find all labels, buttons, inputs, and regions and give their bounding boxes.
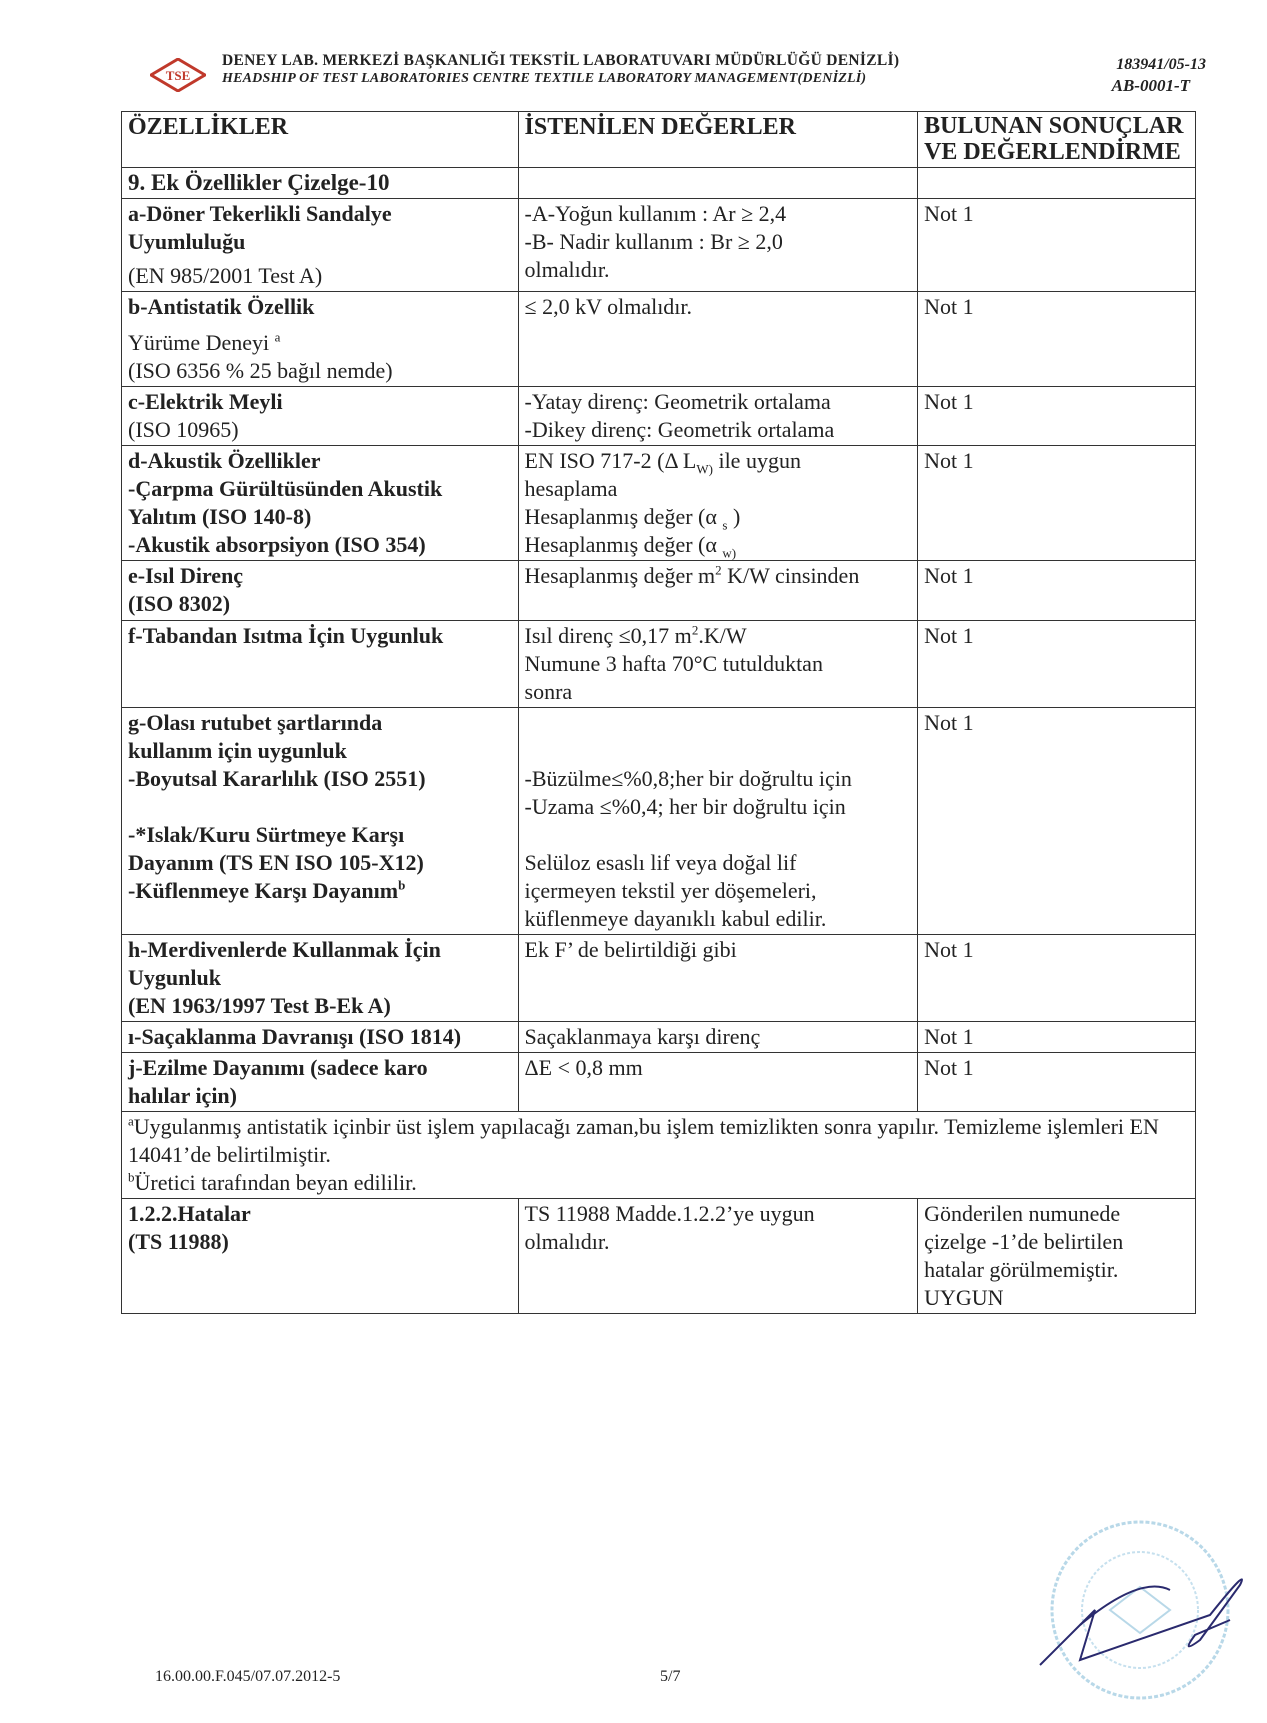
- property-cell: g-Olası rutubet şartlarında kullanım için uygunluk -Boyutsal Kararlılık (ISO 2551) -*Islak/Kuru Sürtmeye Karşı Dayanım (TS EN ISO 105-X12) -Küflenmeye Karşı Dayanım$^b$: [122, 708, 519, 935]
- footnotes-row: [122, 1112, 1196, 1199]
- table-row: [122, 1053, 1196, 1112]
- result-cell: Not 1: [918, 621, 1196, 708]
- required-cell: Isıl direnç ≤0,17 $m^2.K/W$ Numune 3 hafta 70°C tutulduktan sonra: [518, 621, 918, 708]
- result-cell: Gönderilen numunede çizelge -1’de belirtilen hatalar görülmemiştir. UYGUN: [918, 1199, 1196, 1314]
- property-cell: c-Elektrik Meyli (ISO 10965): [122, 387, 519, 446]
- header-title-tr: DENEY LAB. MERKEZİ BAŞKANLIĞI TEKSTİL LABORATUVARI MÜDÜRLÜĞÜ DENİZLİ): [222, 52, 900, 69]
- result-cell: Not 1: [918, 199, 1196, 292]
- properties-table: [121, 111, 1196, 1314]
- required-cell: Hesaplanmış değer $m^2$ K/W cinsinden: [518, 561, 918, 621]
- page-number: 5/7: [660, 1668, 681, 1685]
- table-row: [122, 1022, 1196, 1053]
- tse-logo-icon: [150, 58, 206, 92]
- table-row: [122, 199, 1196, 292]
- result-cell: Not 1: [918, 446, 1196, 561]
- section-row: [122, 168, 1196, 199]
- result-cell: Not 1: [918, 1022, 1196, 1053]
- document-header: [150, 50, 1210, 100]
- required-cell: EN ISO 717-2 (Δ $L_{W)}$ ile uygun hesaplama Hesaplanmış değer (α $_s$ ) Hesaplanmış değer (α $_{w)}$: [518, 446, 918, 561]
- column-header-required-values: İSTENİLEN DEĞERLER: [518, 112, 918, 168]
- svg-text:TSE: TSE: [165, 68, 191, 83]
- required-cell: -Yatay direnç: Geometrik ortalama -Dikey direnç: Geometrik ortalama: [518, 387, 918, 446]
- section-title: 9. Ek Özellikler Çizelge-10: [122, 168, 519, 199]
- table-row: [122, 708, 1196, 935]
- table-row: [122, 621, 1196, 708]
- official-stamp-icon: [1020, 1505, 1250, 1715]
- result-cell: Not 1: [918, 292, 1196, 387]
- table-header-row: [122, 112, 1196, 168]
- header-title-en: HEADSHIP OF TEST LABORATORIES CENTRE TEXTILE LABORATORY MANAGEMENT(DENİZLİ): [222, 71, 867, 86]
- result-cell: Not 1: [918, 1053, 1196, 1112]
- document-code: AB-0001-T: [1111, 76, 1190, 95]
- result-cell: Not 1: [918, 561, 1196, 621]
- table-row: [122, 292, 1196, 387]
- property-cell: b-Antistatik Özellik Yürüme Deneyi $^a$ (ISO 6356 % 25 bağıl nemde): [122, 292, 519, 387]
- form-code: 16.00.00.F.045/07.07.2012-5: [155, 1668, 341, 1685]
- property-cell: j-Ezilme Dayanımı (sadece karo halılar için): [122, 1053, 519, 1112]
- required-cell: Ek F’ de belirtildiği gibi: [518, 935, 918, 1022]
- property-cell: f-Tabandan Isıtma İçin Uygunluk: [122, 621, 519, 708]
- required-cell: TS 11988 Madde.1.2.2’ye uygun olmalıdır.: [518, 1199, 918, 1314]
- table-row: [122, 387, 1196, 446]
- result-cell: Not 1: [918, 935, 1196, 1022]
- result-cell: Not 1: [918, 387, 1196, 446]
- document-number: 183941/05-13: [1116, 56, 1206, 73]
- required-cell: -A-Yoğun kullanım : Ar ≥ 2,4 -B- Nadir kullanım : Br ≥ 2,0 olmalıdır.: [518, 199, 918, 292]
- property-cell: 1.2.2.Hatalar (TS 11988): [122, 1199, 519, 1314]
- required-cell: ΔE < 0,8 mm: [518, 1053, 918, 1112]
- required-cell: ≤ 2,0 kV olmalıdır.: [518, 292, 918, 387]
- footnote-a: Uygulanmış antistatik içinbir üst işlem yapılacağı zaman,bu işlem temizlikten sonra yapılır. Temizleme işlemleri EN 14041’de belirtilmiştir.: [128, 1114, 1159, 1167]
- defects-row: [122, 1199, 1196, 1314]
- column-header-results: BULUNAN SONUÇLAR VE DEĞERLENDİRME: [918, 112, 1196, 168]
- property-cell: a-Döner Tekerlikli Sandalye Uyumluluğu (EN 985/2001 Test A): [122, 199, 519, 292]
- footnotes-cell: $^a$Uygulanmış antistatik içinbir üst işlem yapılacağı zaman,bu işlem temizlikten sonra yapılır. Temizleme işlemleri EN 14041’de belirtilmiştir. $^b$Üretici tarafından beyan edililir.: [122, 1112, 1196, 1199]
- property-cell: ı-Saçaklanma Davranışı (ISO 1814): [122, 1022, 519, 1053]
- verdict: UYGUN: [924, 1285, 1004, 1310]
- table-row: [122, 935, 1196, 1022]
- property-cell: d-Akustik Özellikler -Çarpma Gürültüsünden Akustik Yalıtım (ISO 140-8) -Akustik absorpsiyon (ISO 354): [122, 446, 519, 561]
- footnote-b: Üretici tarafından beyan edililir.: [134, 1170, 417, 1195]
- required-cell: -Büzülme≤%0,8;her bir doğrultu için -Uzama ≤%0,4; her bir doğrultu için Selüloz esaslı lif veya doğal lif içermeyen tekstil yer döşemeleri, küflenmeye dayanıklı kabul edilir.: [518, 708, 918, 935]
- table-row: [122, 446, 1196, 561]
- result-cell: Not 1: [918, 708, 1196, 935]
- column-header-properties: ÖZELLİKLER: [122, 112, 519, 168]
- property-cell: e-Isıl Direnç (ISO 8302): [122, 561, 519, 621]
- required-cell: Saçaklanmaya karşı direnç: [518, 1022, 918, 1053]
- table-row: [122, 561, 1196, 621]
- property-cell: h-Merdivenlerde Kullanmak İçin Uygunluk (EN 1963/1997 Test B-Ek A): [122, 935, 519, 1022]
